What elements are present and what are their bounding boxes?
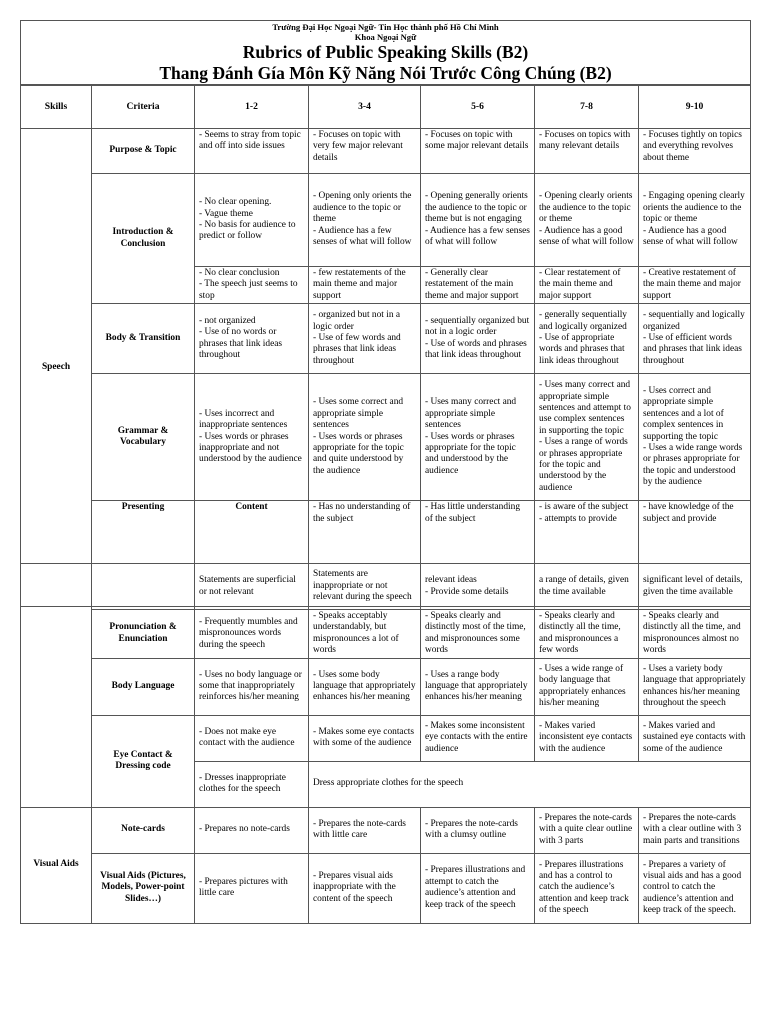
cell-line: - Uses correct and appropriate simple sentences and a lot of complex sentences in supporting the topic (643, 385, 724, 442)
cell-line: - not organized (199, 315, 256, 326)
cell (639, 564, 751, 610)
cell (309, 304, 421, 374)
cell-line: - Prepares no note-cards (199, 824, 290, 835)
cell-line: - Use of no words or phrases that link ideas throughout (199, 327, 283, 361)
skill-speech: Speech (21, 129, 92, 607)
cell (309, 658, 421, 715)
cell (421, 129, 535, 174)
column-header-score-5-6: 5-6 (421, 85, 535, 129)
cell-line: - Prepares illustrations and has a control to catch the audience’s attention and keep track of the speech (539, 859, 629, 916)
row-pronunciation (21, 610, 751, 659)
rubric-table-page-2 (20, 563, 751, 924)
cell (639, 129, 751, 174)
cell-line: - Uses a range body language that appropriately enhances his/her meaning (425, 669, 528, 703)
cell (535, 267, 639, 304)
cell (639, 807, 751, 853)
cell-line: - Speaks clearly and distinctly all the time, and mispronounces almost no words (643, 611, 741, 656)
cell (195, 761, 309, 807)
cell-line: - Prepares the note-cards with a clear outline with 3 main parts and transitions (643, 813, 742, 846)
cell (309, 715, 421, 761)
cell-line: - Uses words or phrases appropriate for the topic and quite understood by the audience (313, 431, 404, 476)
cell (309, 610, 421, 659)
cell (535, 564, 639, 610)
cell-line: - Uses many correct and appropriate simple sentences (425, 397, 517, 431)
cell (421, 807, 535, 853)
cell-line: - Uses incorrect and inappropriate sentences (199, 408, 288, 431)
cell-line: - Vague theme (199, 208, 253, 219)
cell-line: - Opening generally orients the audience to the topic or theme but is not engaging (425, 191, 528, 225)
cell-line: - Has little understanding of the subject (425, 502, 521, 524)
cell-line: - Audience has a good sense of what will follow (539, 225, 634, 248)
cell (535, 658, 639, 715)
cell-line: - Audience has a few senses of what will follow (313, 225, 412, 248)
cell-line: - Uses some correct and appropriate simple sentences (313, 397, 404, 431)
cell (421, 658, 535, 715)
cell-line: - Seems to stray from topic and off into side issues (199, 130, 301, 152)
cell (195, 658, 309, 715)
cell-line: - Use of words and phrases that link ideas throughout (425, 338, 527, 361)
row-visual-aids (21, 853, 751, 923)
criteria-body: Body & Transition (92, 304, 195, 374)
cell (535, 304, 639, 374)
criteria-content-continued (92, 564, 195, 610)
cell-line: - Clear restatement of the main theme and major support (539, 268, 621, 301)
cell-line: - Focuses on topic with some major relevant details (425, 130, 529, 152)
cell (195, 564, 309, 610)
cell (195, 715, 309, 761)
criteria-pronunciation: Pronunciation & Enunciation (92, 610, 195, 659)
cell-line: - Has no understanding of the subject (313, 502, 411, 524)
cell-line: - Uses a variety body language that appropriately enhances his/her meaning throughout the speech (643, 663, 746, 709)
cell (195, 807, 309, 853)
cell-line: - Speaks clearly and distinctly all the time, and mispronounces a few words (539, 611, 621, 656)
row-note-cards (21, 807, 751, 853)
cell-line: - Focuses on topics with many relevant details (539, 130, 631, 152)
cell (639, 853, 751, 923)
column-header-score-9-10: 9-10 (639, 85, 751, 129)
cell-line: - Opening clearly orients the audience to the topic or theme (539, 191, 633, 225)
cell-line: - generally sequentially and logically organized (539, 310, 627, 332)
school-name: Trường Đại Học Ngoại Ngữ- Tin Học thành phố Hồ Chí Minh (272, 22, 499, 32)
cell-line: - The speech just seems to stop (199, 279, 298, 301)
cell (309, 267, 421, 304)
cell-line: - Prepares the note-cards with a clumsy outline (425, 818, 518, 841)
cell (639, 267, 751, 304)
cell-line: - Opening only orients the audience to the topic or theme (313, 191, 412, 225)
cell (195, 374, 309, 501)
column-header-skills: Skills (21, 85, 92, 129)
cell (195, 304, 309, 374)
cell-line: - No basis for audience to predict or follow (199, 220, 296, 242)
cell (195, 129, 309, 174)
cell (639, 610, 751, 659)
cell-line: - Dresses inappropriate clothes for the speech (199, 772, 286, 795)
cell-line: - Prepares pictures with little care (199, 876, 288, 899)
cell-line: - Uses a wide range words or phrases appropriate for the topic and understood by the audience (643, 442, 743, 488)
criteria-purpose: Purpose & Topic (92, 129, 195, 174)
rubric-table-page-1 (20, 20, 751, 607)
cell (535, 129, 639, 174)
criteria-visual-aids: Visual Aids (Pictures, Models, Power-point Slides…) (92, 853, 195, 923)
cell (309, 129, 421, 174)
cell (535, 374, 639, 501)
cell-line: - Use of few words and phrases that link ideas throughout (313, 333, 401, 366)
faculty-name: Khoa Ngoại Ngữ (354, 32, 417, 42)
cell-line: - Frequently mumbles and mispronounces words during the speech (199, 616, 298, 650)
cell-line: - few restatements of the main theme and major support (313, 268, 406, 301)
cell (535, 807, 639, 853)
cell-line: - Uses a range of words or phrases appropriate for the topic and understood by the audience (539, 437, 628, 493)
cell-line: - Uses a wide range of body language that appropriately enhances his/her meaning (539, 663, 626, 709)
row-body-language (21, 658, 751, 715)
cell (639, 304, 751, 374)
cell (421, 267, 535, 304)
column-header-criteria: Criteria (92, 85, 195, 129)
cell-line: - Audience has a few senses of what will follow (425, 225, 530, 248)
cell (535, 174, 639, 267)
criteria-note-cards: Note-cards (92, 807, 195, 853)
cell (309, 853, 421, 923)
cell-line: - Generally clear restatement of the main theme and major support (425, 268, 519, 301)
skill-presenting: Presenting (92, 501, 195, 607)
cell (421, 853, 535, 923)
cell (195, 174, 309, 267)
cell-line: a range of details, given the time available (539, 575, 629, 597)
column-header-score-3-4: 3-4 (309, 85, 421, 129)
cell-line: - Makes some inconsistent eye contacts with the entire audience (425, 721, 528, 754)
criteria-grammar: Grammar & Vocabulary (92, 374, 195, 501)
title-vietnamese: Thang Đánh Gía Môn Kỹ Năng Nói Trước Công Chúng (B2) (159, 63, 612, 83)
column-header-row (21, 85, 751, 129)
cell (639, 174, 751, 267)
cell-line: - Uses words or phrases inappropriate and not understood by the audience (199, 431, 302, 465)
cell-line: - Prepares visual aids inappropriate with the content of the speech (313, 871, 396, 904)
cell-line: - Engaging opening clearly orients the audience to the topic or theme (643, 191, 745, 225)
cell-line: - Makes varied and sustained eye contacts with some of the audience (643, 721, 746, 754)
row-grammar (21, 374, 751, 501)
cell-line: - Uses words or phrases appropriate for the topic and understood by the audience (425, 431, 516, 476)
criteria-content: Content (195, 501, 309, 607)
cell (421, 374, 535, 501)
cell-line: - have knowledge of the subject and provide (643, 502, 734, 524)
criteria-eye-contact: Eye Contact & Dressing code (92, 715, 195, 807)
cell-line: - Prepares illustrations and attempt to catch the audience’s attention and keep track of the speech (425, 865, 526, 910)
cell-line: - Prepares a variety of visual aids and has a good control to catch the audience’s attention and keep track of the speech. (643, 859, 742, 916)
cell (639, 658, 751, 715)
row-eye-contact (21, 715, 751, 761)
cell-line: - sequentially and logically organized (643, 310, 745, 332)
cell (421, 304, 535, 374)
cell (535, 715, 639, 761)
cell-line: - Use of efficient words and phrases that link ideas throughout (643, 333, 742, 366)
cell-line: - Uses some body language that appropriately enhances his/her meaning (313, 669, 416, 703)
cell-line: - Uses many correct and appropriate simple sentences and attempt to use complex sentences in supporting the topic (539, 380, 631, 436)
cell-line: significant level of details, given the time available (643, 575, 743, 597)
cell (421, 174, 535, 267)
document-header (21, 21, 751, 86)
cell (639, 374, 751, 501)
row-purpose (21, 129, 751, 174)
skill-visual-aids: Visual Aids (21, 807, 92, 923)
cell-line: - is aware of the subject (539, 502, 629, 513)
cell (309, 564, 421, 610)
cell (421, 715, 535, 761)
cell (309, 807, 421, 853)
cell-line: - Makes some eye contacts with some of the audience (313, 726, 415, 749)
row-introduction (21, 174, 751, 267)
cell-line: - Prepares the note-cards with little care (313, 818, 406, 841)
criteria-body-language: Body Language (92, 658, 195, 715)
cell-line: relevant ideas (425, 575, 477, 586)
row-content-part-2 (21, 564, 751, 610)
cell (421, 610, 535, 659)
cell-line: - No clear opening. (199, 197, 272, 208)
column-header-score-7-8: 7-8 (535, 85, 639, 129)
cell-line: - Focuses on topic with very few major relevant details (313, 130, 403, 163)
cell-line: - Does not make eye contact with the audience (199, 726, 295, 749)
cell-line: - organized but not in a logic order (313, 310, 401, 332)
cell-line: - Speaks acceptably understandably, but mispronounces a lot of words (313, 611, 399, 656)
cell-line: - Focuses tightly on topics and everything revolves about theme (643, 130, 742, 163)
cell-dress-appropriate: Dress appropriate clothes for the speech (309, 761, 751, 807)
cell (195, 267, 309, 304)
cell-line: Statements are superficial or not relevant (199, 575, 296, 597)
row-body (21, 304, 751, 374)
criteria-introduction: Introduction & Conclusion (92, 174, 195, 304)
cell-line: - Provide some details (425, 586, 509, 597)
cell (195, 610, 309, 659)
cell (535, 853, 639, 923)
cell-line: - Uses no body language or some that inappropriately reinforces his/her meaning (199, 669, 302, 703)
cell-line: - No clear conclusion (199, 268, 280, 278)
title-english: Rubrics of Public Speaking Skills (B2) (242, 42, 529, 62)
cell-line: - sequentially organized but not in a logic order (425, 315, 530, 338)
cell-line: - Audience has a good sense of what will follow (643, 225, 738, 248)
cell-line: - Prepares the note-cards with a quite clear outline with 3 parts (539, 813, 633, 846)
cell-line: - attempts to provide (539, 513, 617, 524)
skill-presenting-continued (21, 564, 92, 808)
cell-line: - Use of appropriate words and phrases that link ideas throughout (539, 333, 625, 366)
cell-line: - Creative restatement of the main theme and major support (643, 268, 741, 301)
column-header-score-1-2: 1-2 (195, 85, 309, 129)
cell (639, 715, 751, 761)
cell (195, 853, 309, 923)
cell (309, 374, 421, 501)
cell-line: - Speaks clearly and distinctly most of the time, and mispronounces some words (425, 611, 526, 656)
cell-line: - Makes varied inconsistent eye contacts with the audience (539, 721, 633, 754)
cell (309, 174, 421, 267)
cell (535, 610, 639, 659)
cell (421, 564, 535, 610)
cell-line: Statements are inappropriate or not relevant during the speech (313, 569, 412, 603)
